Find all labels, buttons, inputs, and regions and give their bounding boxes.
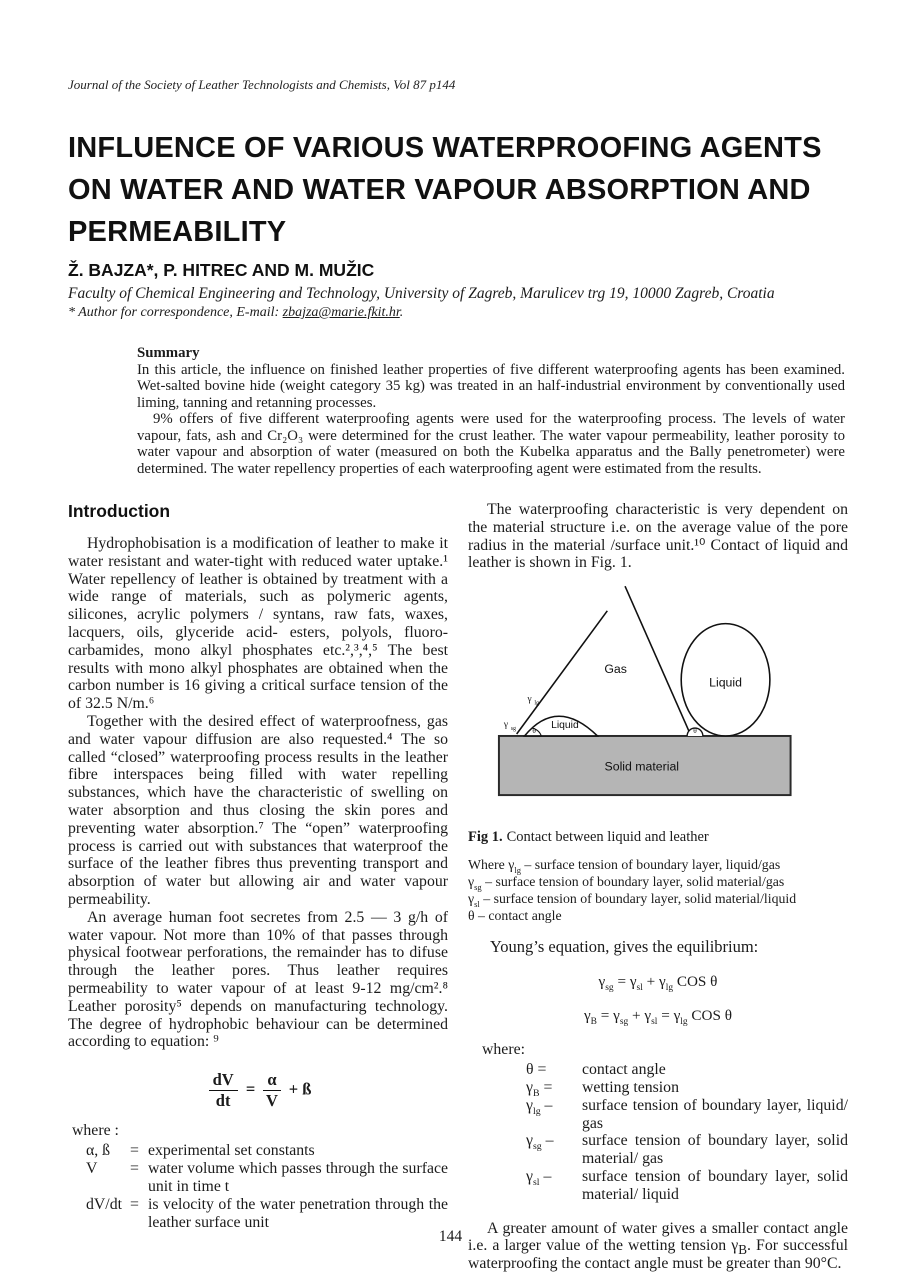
definition-text: is velocity of the water penetration through the leather surface unit xyxy=(148,1195,448,1231)
closing-paragraph: A greater amount of water gives a smaller contact angle i.e. a larger value of the wetting tension $\gamma_B$. For successful waterproofing the contact angle must be greater than 90°C. xyxy=(468,1219,848,1273)
legend-row: $\gamma_{sg}$ – surface tension of boundary layer, solid material/gas xyxy=(468,874,785,892)
hydrophobic-behaviour-equation xyxy=(68,1071,448,1110)
definition-text: contact angle xyxy=(582,1061,666,1079)
intro-paragraph-1: Hydrophobisation is a modification of leather to make it water resistant and water-tight with reduced water uptake.¹ Water repellency of leather is obtained by treatment with a wide range of materials, such as polymeric agents, silicones, acrylic polymers / syntans, raw fats, waxes, lacquers, oils, glyceride acid- esters, polyols, fluoro-carbamides, mono alkyl phosphates etc.²,³,⁴,⁵ The best results with mono alkyl phosphates are obtained when the carbon number is 16 giving a critical surface tension of the of 32.5 N/m.⁶ xyxy=(68,535,448,713)
summary-paragraph-2: 9% offers of five different waterproofing agents were used for the waterproofing process. The levels of water vapour, fats, ash and Cr₂O₃ were determined for the crust leather. The water vapour permeability, leather porosity to water vapour and absorption of water (measured on both the Kubelka apparatus and the Bally penetrometer) were determined. The water repellency properties of each waterproofing agent were estimated from the results. xyxy=(137,411,845,477)
right-paragraph-1: The waterproofing characteristic is very dependent on the material structure i.e. on the average value of the pore radius in the material /surface unit.¹⁰ Contact of liquid and leather is shown in Fig. 1. xyxy=(468,501,848,572)
paper-title xyxy=(68,127,848,253)
contact-figure xyxy=(494,578,829,823)
definition-text: surface tension of boundary layer, solid material/ liquid xyxy=(582,1167,848,1203)
where-label-left: where : xyxy=(72,1122,119,1140)
definition-list-left xyxy=(86,1142,448,1231)
theta-label-left: θ xyxy=(532,726,536,736)
right-column xyxy=(468,501,848,1273)
gamma-sg-sub: sg xyxy=(510,726,517,733)
gas-label: Gas xyxy=(604,662,627,677)
definition-text: surface tension of boundary layer, solid material/ gas xyxy=(582,1132,848,1168)
where-label-right: where: xyxy=(482,1041,525,1059)
definition-text: surface tension of boundary layer, liquid/ gas xyxy=(582,1096,848,1132)
gamma-lg-label: γ xyxy=(527,694,532,705)
two-column-body xyxy=(68,501,848,1273)
left-column xyxy=(68,501,448,1273)
figure-caption xyxy=(468,829,848,846)
summary-paragraph-1: In this article, the influence on finished leather properties of five different waterproofing agents has been examined. Wet-salted bovine hide (weight category 35 kg) was treated in an half-industrial environment by conventionally used liming, tanning and retanning processes. xyxy=(137,361,845,411)
definition-text: water volume which passes through the surface unit in time t xyxy=(148,1160,448,1195)
title-line-1: INFLUENCE OF VARIOUS WATERPROOFING AGENTS xyxy=(68,132,822,164)
definition-term: α, ß xyxy=(86,1142,111,1160)
figure-number: Fig 1. xyxy=(468,829,503,846)
equals-sign: = xyxy=(245,1079,256,1099)
affiliation-line: Faculty of Chemical Engineering and Technology, University of Zagreb, Marulicev trg 19, 10000 Zagreb, Croatia xyxy=(68,285,775,302)
definition-list-right xyxy=(526,1061,848,1203)
introduction-heading: Introduction xyxy=(68,501,171,521)
definition-eq: = xyxy=(130,1160,139,1178)
definition-term: $\gamma_{sg}$ – xyxy=(526,1132,554,1153)
email-link[interactable]: zbajza@marie.fkit.hr xyxy=(282,305,400,320)
definition-eq: = xyxy=(130,1142,139,1160)
definition-term: dV/dt xyxy=(86,1195,122,1213)
fraction-alpha-v: $\frac{\alpha}{V}$ xyxy=(263,1071,280,1110)
fraction-dv-dt: $\frac{dV}{dt}$ xyxy=(209,1071,238,1110)
definition-term: $\gamma_B$ = xyxy=(526,1078,553,1100)
gamma-lg-sub: lg xyxy=(534,700,540,707)
figure-caption-text: Contact between liquid and leather xyxy=(506,829,709,846)
title-line-3: PERMEABILITY xyxy=(68,216,287,248)
legend-row: Where $\gamma_{lg}$ – surface tension of boundary layer, liquid/gas xyxy=(468,857,781,875)
summary-heading: Summary xyxy=(137,345,200,361)
summary-section xyxy=(137,345,845,477)
equation-tail: + ß xyxy=(288,1079,312,1099)
figure-legend xyxy=(468,856,848,924)
solid-material-label: Solid material xyxy=(604,759,680,774)
correspondence-line xyxy=(68,305,848,321)
correspondence-prefix: * Author for correspondence, E-mail: xyxy=(68,305,283,320)
journal-header: Journal of the Society of Leather Technologists and Chemists, Vol 87 p144 xyxy=(68,77,456,92)
tangent-line-left xyxy=(517,611,608,734)
authors-line: Ž. BAJZA*, P. HITREC AND M. MUŽIC xyxy=(68,260,375,280)
gamma-sg-label: γ xyxy=(503,720,508,731)
intro-paragraph-3: An average human foot secretes from 2.5 — 3 g/h of water vapour. Not more than 10% of that passes through physical footwear perforations, the remainder has to difuse through the leather pores. Thus leather requires permeability to water vapour of at least 9-12 mg/cm².⁸ Leather porosity⁵ depends on manufacturing technology. The degree of hydrophobic behaviour can be determined according to equation: ⁹ xyxy=(68,908,448,1051)
definition-term: V xyxy=(86,1160,98,1178)
definition-term: $\gamma_{lg}$ – xyxy=(526,1096,553,1117)
definition-text: wetting tension xyxy=(582,1078,679,1096)
legend-row: $\gamma_{sl}$ – surface tension of boundary layer, solid material/liquid xyxy=(468,891,797,909)
liquid-large-label: Liquid xyxy=(709,675,742,690)
youngs-equation-1: $\gamma_{sg} = \gamma_{sl} + \gamma_{lg}$ COS θ xyxy=(598,973,718,994)
youngs-equation-intro: Young’s equation, gives the equilibrium: xyxy=(490,937,759,957)
title-line-2: ON WATER AND WATER VAPOUR ABSORPTION AND xyxy=(68,174,811,206)
correspondence-suffix: . xyxy=(399,305,404,320)
liquid-small-label: Liquid xyxy=(551,720,579,732)
theta-label-right: θ xyxy=(693,726,697,736)
definition-term: θ = xyxy=(526,1061,547,1079)
page-number: 144 xyxy=(438,1228,463,1245)
tangent-line-right xyxy=(625,586,691,736)
definition-text: experimental set constants xyxy=(148,1142,315,1160)
intro-paragraph-2: Together with the desired effect of waterproofness, gas and water vapour diffusion are also requested.⁴ The so called “closed” waterproofing process results in the leather fibre interspaces being filled with water repelling substances, which have the characteristic of swelling on water absorption and thus closing the skin pores and preventing water absorption.⁷ The “open” waterproofing process is carried out with substances that waterproof the surface of the leather fibres thus preventing transport and absorption of water but allowing air and water vapour permeability. xyxy=(68,712,448,908)
definition-eq: = xyxy=(130,1195,139,1213)
legend-row: θ – contact angle xyxy=(468,908,562,924)
definition-term: $\gamma_{sl}$ – xyxy=(526,1167,552,1189)
youngs-equation-2: $\gamma_B = \gamma_{sg} + \gamma_{sl} = \gamma_{lg}$ COS θ xyxy=(583,1007,733,1028)
